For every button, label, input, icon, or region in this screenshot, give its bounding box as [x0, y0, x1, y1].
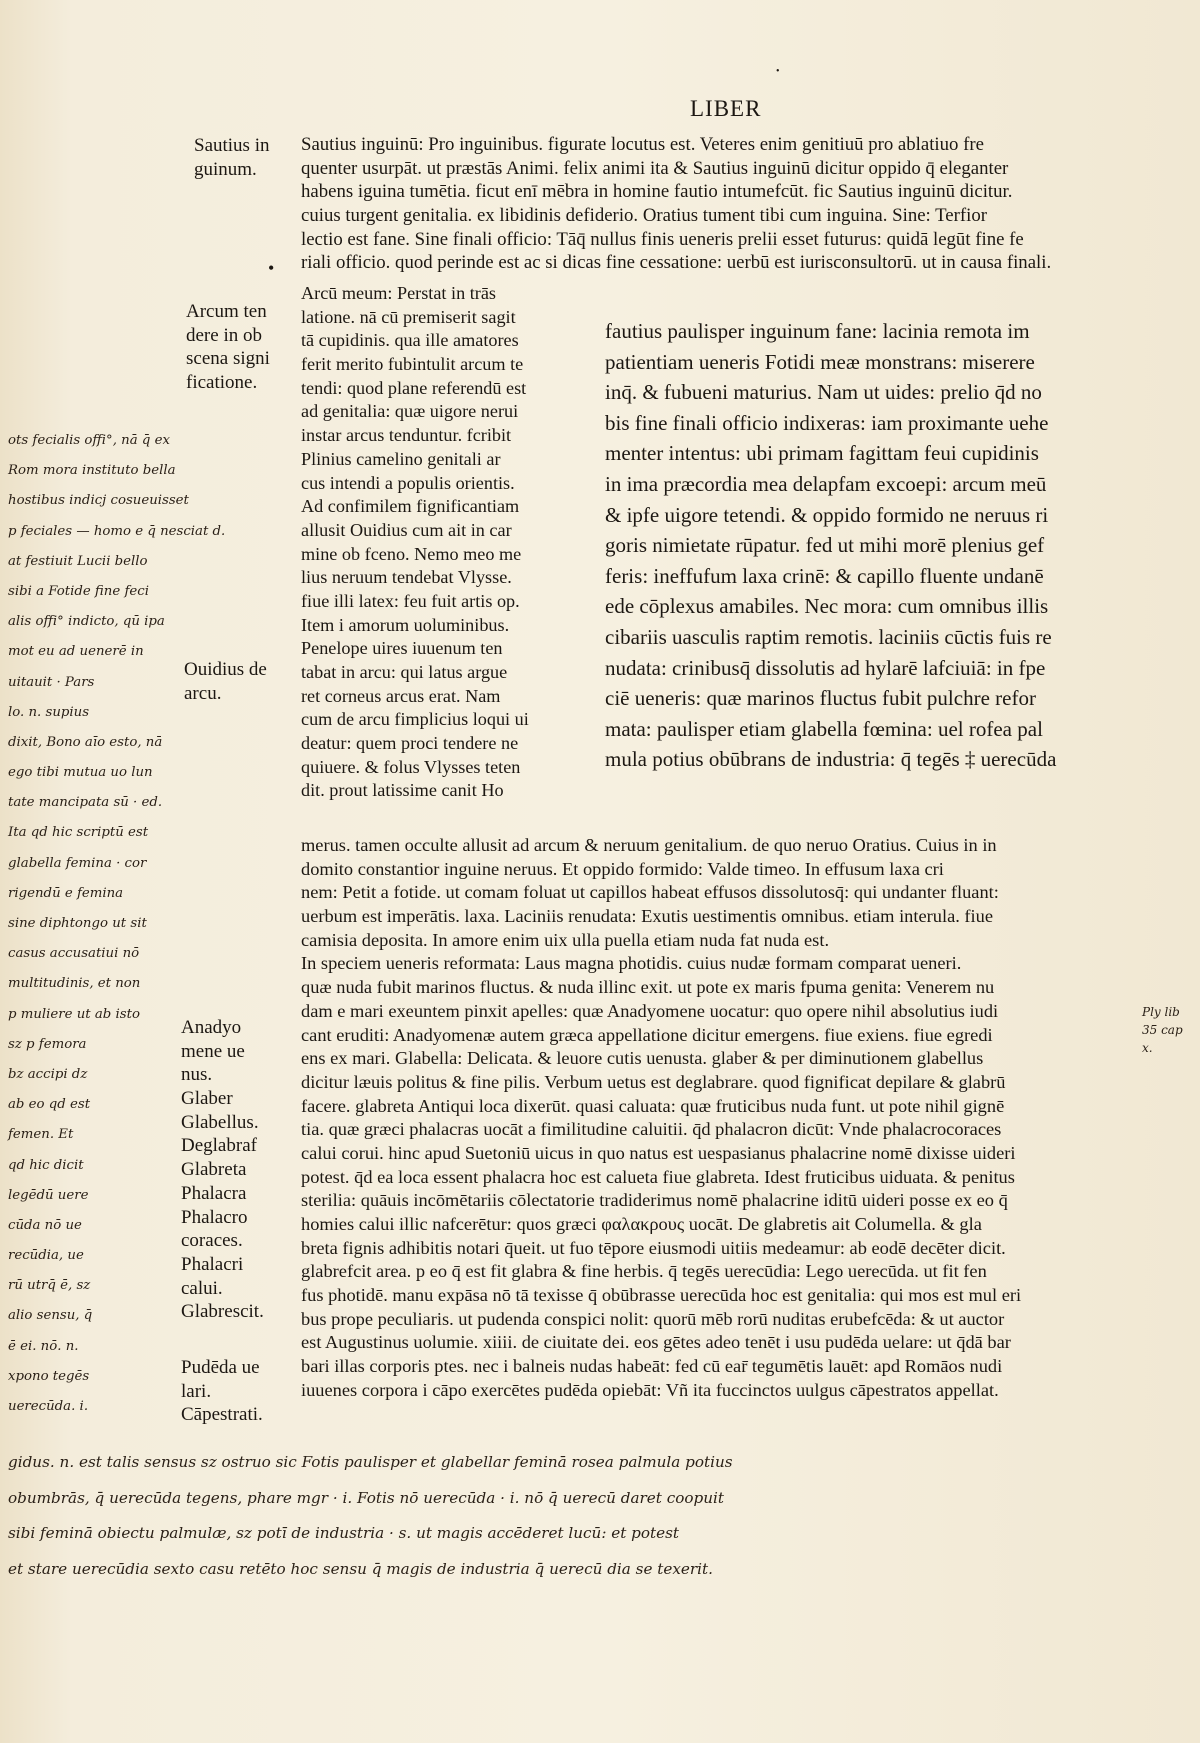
gloss-line: Phalacri: [181, 1253, 244, 1275]
gloss-line: Glabrescit.: [181, 1301, 264, 1323]
running-title: LIBER: [690, 96, 762, 121]
hand-line: gidus. n. est talis sensus sz ostruo sic Fotis paulisper et glabellar feminā rosea palmula potius: [8, 1453, 733, 1471]
hand-line: sz p femora: [8, 1036, 87, 1052]
commentary-line: facere. glabreta Antiqui loca dixerūt. quasi caluata: quæ fruticibus nuda funt. ut pote nihil gignē: [301, 1095, 1005, 1116]
hand-line: sine diphtongo ut sit: [8, 916, 147, 931]
hand-line: et stare uerecūdia sexto casu retēto hoc sensu q̄ magis de industria q̄ uerecū dia se texerit.: [8, 1559, 713, 1578]
commentary-line: ret corneus arcus erat. Nam: [301, 685, 501, 706]
hand-line: sibi a Fotide fine feci: [8, 583, 149, 599]
gloss-line: scena signi: [186, 348, 270, 370]
commentary-line: tia. quæ græci phalacras uocāt a fimilitudine caluitii. q̄d phalacron dicūt: Vnde phalacrocoraces: [301, 1119, 1002, 1140]
hand-line: lo. n. supius: [8, 704, 90, 720]
commentary-line: Item i amorum uoluminibus.: [301, 614, 510, 635]
hand-line: ab eo qd est: [8, 1097, 91, 1113]
commentary-bottom: [301, 834, 1021, 1403]
commentary-line: domito constantior inguine neruus. Et oppido formido: Valde timeo. In effusum laxa cri: [301, 858, 944, 879]
main-text-line: goris nimietate rūpatur. fed ut mihi morē plenius gef: [605, 533, 1045, 558]
hand-line: qd hic dicit: [8, 1157, 84, 1173]
gloss-line: Arcum ten: [186, 301, 267, 322]
commentary-line: dicitur læuis politus & fine pilis. Verbum uetus est deglabrare. quod fignificat depilare & glabrū: [301, 1071, 1006, 1092]
gloss-line: Sautius in: [194, 135, 270, 156]
hand-line: legēdū uere: [8, 1187, 89, 1203]
commentary-line: Ad confimilem fignificantiam: [301, 496, 520, 517]
hand-line: uitauit · Pars: [8, 674, 95, 690]
main-text-line: menter intentus: ubi primam fagittam feui cupidinis: [605, 441, 1039, 466]
commentary-line: potest. q̄d ea loca essent phalacra hoc est calueta fiue glabreta. Idest fruticibus uiduata. & penitus: [301, 1166, 1015, 1187]
commentary-line: glabrefcit area. p eo q̄ est fit glabra & fine herbis. q̄ tegēs uerecūdia: Lego uerecūda. ut fit fen: [301, 1261, 987, 1282]
commentary-line: Sautius inguinū: Pro inguinibus. figurate locutus est. Veteres enim genitiuū pro ablatiuo fre: [301, 134, 984, 155]
gloss-line: lari.: [181, 1380, 212, 1402]
handwritten-left-margin: [8, 426, 225, 1422]
commentary-line: ens ex mari. Glabella: Delicata. & leuore cutis uenusta. glaber & per diminutionem glabellus: [301, 1048, 984, 1069]
hand-line: bz accipi dz: [8, 1066, 88, 1082]
commentary-line: camisia deposita. In amore enim uix ulla puella etiam nuda fat nuda est.: [301, 929, 830, 950]
ink-dot: •: [776, 66, 780, 77]
hand-line: dixit, Bono aīo esto, nā: [8, 734, 163, 750]
gloss-line: Cāpestrati.: [181, 1404, 263, 1426]
hand-line: recūdia, ue: [8, 1248, 84, 1264]
handwritten-bottom-margin: [8, 1445, 733, 1587]
hand-line: p muliere ut ab isto: [8, 1006, 140, 1022]
gloss-line: dere in ob: [186, 324, 262, 346]
commentary-line: merus. tamen occulte allusit ad arcum & neruum genitalium. de quo neruo Oratius. Cuius in in: [301, 835, 997, 855]
handwritten-right-margin: [1142, 1003, 1183, 1057]
commentary-line: Arcū meum: Perstat in trās: [301, 283, 496, 303]
commentary-middle: [301, 282, 529, 803]
hand-line: glabella femina · cor: [8, 855, 147, 871]
hand-line: obumbrās, q̄ uerecūda tegens, phare mgr · i. Fotis nō uerecūda · i. nō q̄ uerecū daret coopuit: [8, 1488, 724, 1507]
hand-line: rigendū e femina: [8, 885, 124, 901]
marginal-gloss-sautius: [194, 135, 269, 182]
main-text-line: ede cōplexus amabiles. Nec mora: cum omnibus illis: [605, 594, 1049, 619]
gloss-line: Glaber: [181, 1088, 233, 1110]
commentary-line: fus photidē. manu expāsa nō tā texisse q̄ obūbrasse uerecūda hoc est genitalia: qui mos est mul eri: [301, 1285, 1022, 1306]
hand-line: hostibus indicj cosueuisset: [8, 493, 189, 509]
gloss-line: guinum.: [194, 158, 257, 180]
commentary-line: quæ nuda fubit marinos fluctus. & nuda illinc exit. ut pote ex maris fpuma genita: Venerem nu: [301, 977, 995, 998]
commentary-top: [301, 133, 1051, 275]
commentary-line: mine ob fceno. Nemo meo me: [301, 543, 522, 564]
hand-line: Ply lib: [1142, 1005, 1180, 1019]
gloss-line: coraces.: [181, 1230, 243, 1252]
hand-line: rū utrq̄ ē, sz: [8, 1278, 91, 1294]
hand-line: ego tibi mutua uo lun: [8, 765, 153, 781]
hand-line: ē ei. nō. n.: [8, 1338, 79, 1354]
main-text-line: patientiam ueneris Fotidi meæ monstrans: miserere: [605, 349, 1035, 374]
main-text-line: fautius paulisper inguinum fane: lacinia remota im: [605, 319, 1030, 343]
hand-line: mot eu ad uenerē in: [8, 644, 144, 660]
commentary-line: lectio est fane. Sine finali officio: Tāq̄ nullus finis ueneris prelii esset futurus: quidā legūt fine fe: [301, 228, 1024, 250]
commentary-line: ferit merito fubintulit arcum te: [301, 354, 524, 375]
gloss-line: Pudēda ue: [181, 1357, 260, 1378]
commentary-line: quenter usurpāt. ut præstās Animi. felix animi ita & Sautius inguinū dicitur oppido q̄ eleganter: [301, 157, 1009, 179]
commentary-line: latione. nā cū premiserit sagit: [301, 306, 516, 327]
ink-dot: •: [268, 258, 275, 278]
commentary-line: est Augustinus uolumie. xiiii. de ciuitate dei. eos gētes adeo tenēt i usu pudēda uelare: ut q̄dā bar: [301, 1332, 1011, 1353]
commentary-line: bus prope peculiaris. ut pudenda conspici nolit: quorū mēb rorū nuditas erubefcēda: & ut auctor: [301, 1308, 1005, 1329]
main-text-line: cibariis uasculis raptim remotis. laciniis cūctis fuis re: [605, 624, 1052, 649]
hand-line: Ita qd hic scriptū est: [8, 825, 149, 841]
commentary-line: breta fignis adhibitis notari q̄ueit. ut fuo tēpore eiusmodi uitiis medeamur: ab eodē decēter dicit.: [301, 1237, 1006, 1258]
commentary-line: quiuere. & folus Vlysses teten: [301, 756, 521, 777]
commentary-line: nem: Petit a fotide. ut comam foluat ut capillos habeat effusos dissolutosq̄: qui undanter fluant:: [301, 882, 999, 903]
hand-line: tate mancipata sū · ed.: [8, 795, 163, 811]
main-text-line: in ima præcordia mea delapfam excoepi: arcum meū: [605, 471, 1047, 496]
commentary-line: cant eruditi: Anadyomenæ autem græca appellatione dicitur emergens. fiue exiens. fiue egredi: [301, 1024, 993, 1045]
main-text-line: mula potius obūbrans de industria: q̄ tegēs ‡ uerecūda: [605, 747, 1057, 772]
commentary-line: bari illas corporis ptes. nec i balneis nudas habeāt: fed cū ear̄ tegumētis lauēt: apd Romāos nudi: [301, 1356, 1003, 1377]
gloss-line: Anadyo: [181, 1017, 242, 1038]
marginal-gloss-arcum: [186, 301, 270, 396]
gloss-line: Phalacra: [181, 1182, 247, 1204]
commentary-line: uerbum est imperātis. laxa. Laciniis renudata: Exutis uestimentis omnibus. etiam interula. fiue: [301, 906, 994, 927]
commentary-line: fiue illi latex: feu fuit artis op.: [301, 590, 520, 611]
commentary-line: ad genitalia: quæ uigore nerui: [301, 401, 519, 422]
commentary-line: deatur: quem proci tendere ne: [301, 733, 519, 754]
main-text-line: nudata: crinibusq̄ dissolutis ad hylarē lafciuiā: in fpe: [605, 655, 1046, 680]
gloss-line: Phalacro: [181, 1206, 248, 1228]
gloss-line: Deglabraf: [181, 1135, 257, 1157]
gloss-line: calui.: [181, 1277, 223, 1299]
commentary-line: homies calui illic nafcerētur: quos græci φαλακρους uocāt. De glabretis ait Columella. & gla: [301, 1214, 982, 1234]
commentary-line: In speciem ueneris reformata: Laus magna photidis. cuius nudæ formam comparat ueneri.: [301, 953, 962, 974]
main-text-line: bis fine finali officio indixeras: iam proximante uehe: [605, 410, 1049, 435]
gloss-line: Glabreta: [181, 1159, 247, 1181]
commentary-line: dit. prout latissime canit Ho: [301, 780, 504, 801]
main-text-line: feris: ineffufum laxa crinē: & capillo fluente undanē: [605, 563, 1044, 588]
main-text-line: ciē ueneris: quæ marinos fluctus fubit pulchre refor: [605, 686, 1036, 711]
hand-line: cūda nō ue: [8, 1217, 82, 1233]
main-text-block: [605, 316, 1056, 775]
commentary-line: sterilia: quāuis incōmētariis cōlectatorie tradiderimus nomē phalacrine iditū uideri posse ex eo q̄: [301, 1190, 1008, 1211]
commentary-line: cum de arcu fimplicius loqui ui: [301, 709, 529, 730]
main-text-line: mata: paulisper etiam glabella fœmina: uel rofea pal: [605, 716, 1043, 741]
main-text-line: & ipfe uigore tetendi. & oppido formido ne neruus ri: [605, 502, 1049, 527]
commentary-line: lius neruum tendebat Vlysse.: [301, 567, 512, 588]
hand-line: p feciales — homo e q̄ nesciat d.: [8, 523, 226, 539]
commentary-line: dam e mari exeuntem pinxit apelles: quæ Anadyomene uocatur: quo opere nihil absolutius iudi: [301, 1000, 999, 1021]
commentary-line: cus intendi a populis orientis.: [301, 472, 515, 493]
hand-line: ots fecialis offi°, nā q̄ ex: [8, 433, 170, 448]
hand-line: Rom mora instituto bella: [8, 463, 176, 479]
hand-line: multitudinis, et non: [8, 976, 141, 992]
commentary-line: riali officio. quod perinde est ac si dicas fine cessatione: uerbū est iurisconsultorū. ut in causa finali.: [301, 252, 1052, 274]
hand-line: alio sensu, q̄: [8, 1308, 93, 1324]
hand-line: sibi feminā obiectu palmulæ, sz potī de industria · s. ut magis accēderet lucū: et potest: [8, 1524, 680, 1542]
hand-line: casus accusatiui nō: [8, 946, 140, 962]
commentary-line: cuius turgent genitalia. ex libidinis defiderio. Oratius tument tibi cum inguina. Sine: Terfior: [301, 205, 987, 227]
gloss-line: mene ue: [181, 1040, 245, 1062]
gloss-line: Glabellus.: [181, 1111, 259, 1133]
commentary-line: Penelope uires iuuenum ten: [301, 638, 503, 659]
commentary-line: tā cupidinis. qua ille amatores: [301, 330, 519, 351]
gloss-line: ficatione.: [186, 372, 258, 394]
gloss-line: nus.: [181, 1064, 213, 1086]
main-text-line: inq̄. & fubueni maturius. Nam ut uides: prelio q̄d no: [605, 380, 1042, 405]
commentary-line: tendi: quod plane referendū est: [301, 377, 527, 398]
commentary-line: calui corui. hinc apud Suetoniū uicus in quo natus est uespasianus phalacrine nomē dixisse uideri: [301, 1142, 1016, 1163]
hand-line: at festiuit Lucii bello: [8, 553, 148, 569]
hand-line: 35 cap: [1142, 1023, 1183, 1037]
hand-line: xpono tegēs: [8, 1368, 90, 1384]
commentary-line: instar arcus tenduntur. fcribit: [301, 425, 512, 446]
hand-line: femen. Et: [8, 1127, 74, 1143]
hand-line: uerecūda. i.: [8, 1399, 89, 1414]
commentary-line: allusit Ouidius cum ait in car: [301, 519, 512, 540]
commentary-line: Plinius camelino genitali ar: [301, 448, 501, 469]
commentary-line: habens iguina tumētia. ficut enī mēbra in homine fautio intumefcūt. fic Sautius inguinū dicitur.: [301, 181, 1013, 203]
gloss-line: arcu.: [184, 682, 222, 704]
hand-line: x.: [1142, 1041, 1153, 1055]
commentary-line: iuuenes corpora i cāpo exercētes pudēda opiebāt: Vñ ita fuccinctos uulgus cāpestratos appellat.: [301, 1379, 999, 1400]
commentary-line: tabat in arcu: qui latus argue: [301, 662, 508, 682]
gloss-line: Ouidius de: [184, 659, 267, 680]
hand-line: alis offi° indicto, qū ipa: [8, 614, 165, 630]
